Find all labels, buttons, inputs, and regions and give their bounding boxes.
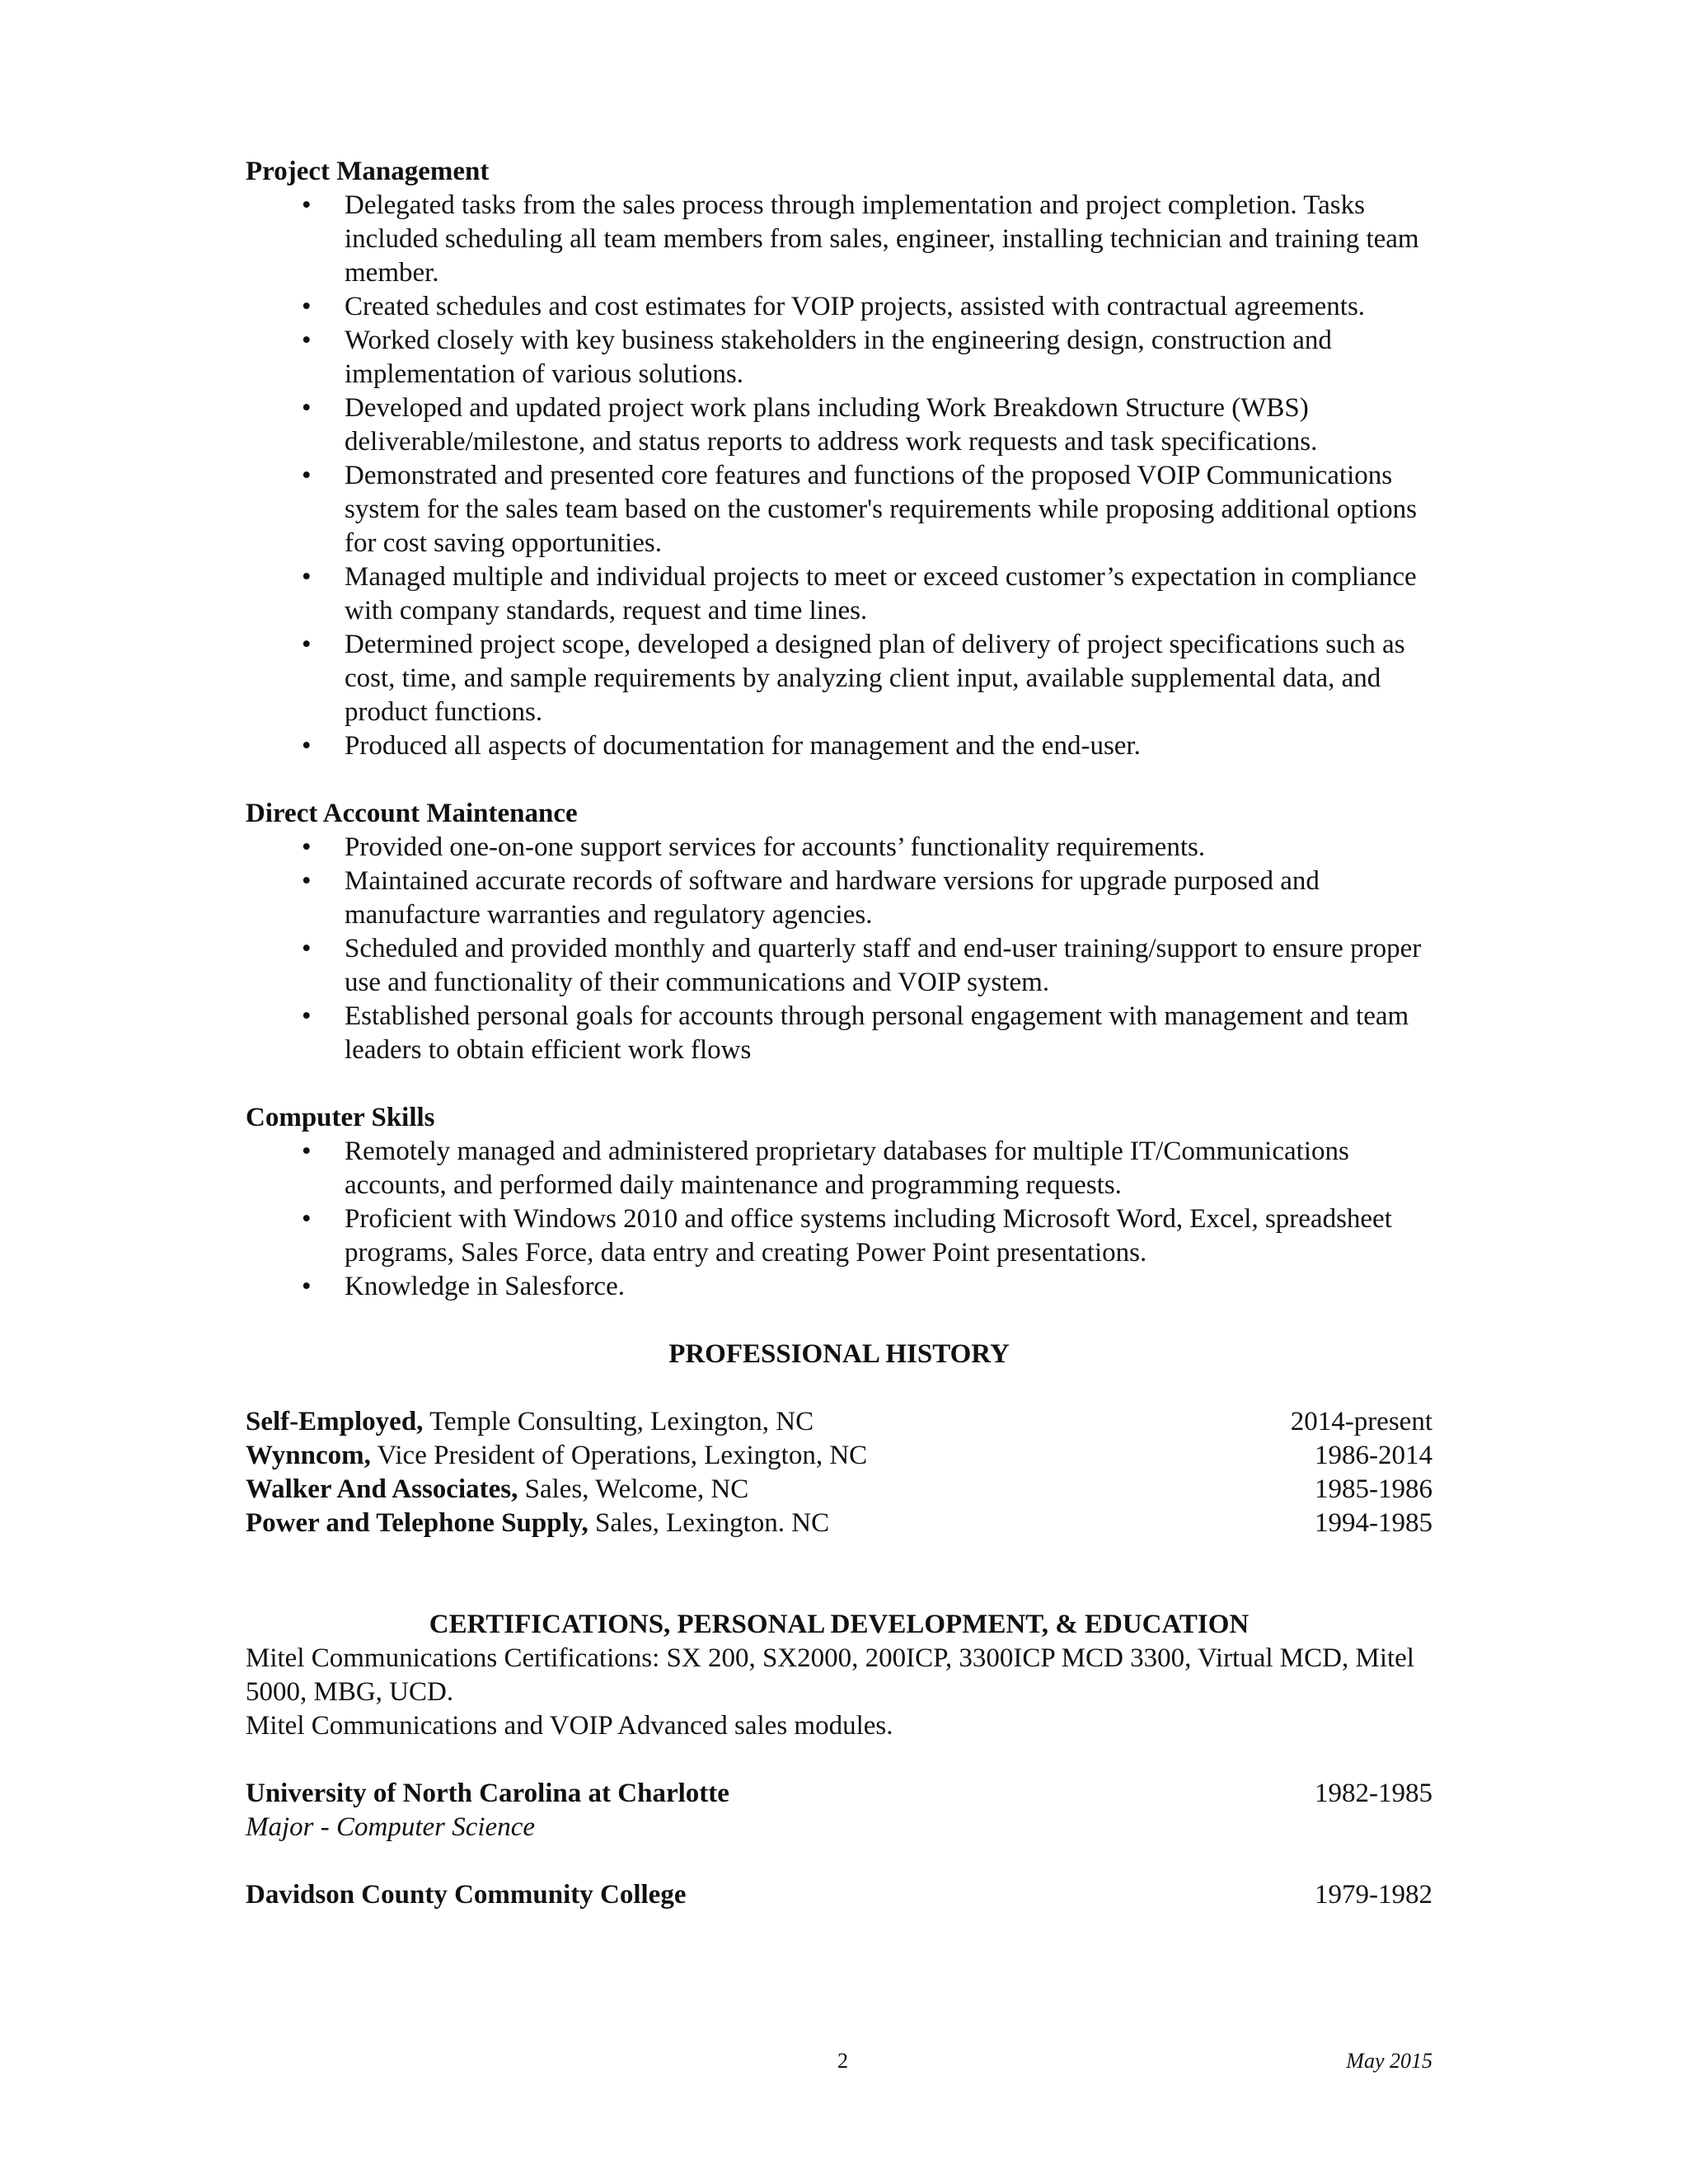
education-major: Major - Computer Science (246, 1812, 535, 1842)
education-row (246, 1878, 1432, 1912)
education-section (246, 1777, 1432, 1912)
history-entry (246, 1439, 867, 1473)
bullet-icon: • (302, 461, 312, 490)
bullet-text: Scheduled and provided monthly and quarterly staff and end-user training/support to ensure proper use and functionality of their communications and VOIP system. (345, 934, 1422, 997)
bullet-icon: • (302, 731, 312, 761)
bullet-icon: • (302, 393, 312, 423)
bullet-icon: • (302, 832, 312, 862)
employer-name: Self-Employed, (246, 1407, 424, 1436)
history-row (246, 1439, 1432, 1473)
bullet-icon: • (302, 630, 312, 659)
bullet-item (246, 1000, 1432, 1067)
bullet-item (246, 865, 1432, 932)
history-heading: PROFESSIONAL HISTORY (668, 1339, 1010, 1369)
resume-content (246, 155, 1432, 1912)
history-entry (246, 1473, 748, 1507)
bullet-icon: • (302, 292, 312, 321)
bullet-item (246, 1202, 1432, 1270)
footer-date: May 2015 (1346, 2049, 1432, 2073)
bullet-text: Managed multiple and individual projects to meet or exceed customer’s expectation in compliance with company standards, request and time lines. (345, 562, 1417, 626)
section-heading: Direct Account Maintenance (246, 799, 578, 828)
bullet-text: Created schedules and cost estimates for VOIP projects, assisted with contractual agreements. (345, 292, 1366, 321)
bullet-item (246, 932, 1432, 1000)
certifications-line: Mitel Communications Certifications: SX 200, SX2000, 200ICP, 3300ICP MCD 3300, Virtual MCD, Mitel 5000, MBG, UCD. (246, 1643, 1414, 1707)
employer-detail: Sales, Lexington. NC (588, 1508, 830, 1538)
bullet-icon: • (302, 866, 312, 896)
bullet-icon: • (302, 562, 312, 592)
certifications-heading: CERTIFICATIONS, PERSONAL DEVELOPMENT, & EDUCATION (429, 1610, 1250, 1639)
bullet-item (246, 831, 1432, 865)
history-row (246, 1507, 1432, 1540)
bullet-text: Provided one-on-one support services for accounts’ functionality requirements. (345, 832, 1206, 862)
bullet-text: Developed and updated project work plans including Work Breakdown Structure (WBS) deliverable/milestone, and status reports to address work requests and task specifications. (345, 393, 1318, 457)
history-entry (246, 1405, 814, 1439)
history-entry (246, 1507, 829, 1540)
bullet-item (246, 1135, 1432, 1202)
bullet-item (246, 391, 1432, 459)
bullet-text: Determined project scope, developed a designed plan of delivery of project specifications such as cost, time, and sample requirements by analyzing client input, available supplemental data, and product functions. (345, 630, 1405, 727)
history-row (246, 1473, 1432, 1507)
professional-history-section (246, 1338, 1432, 1540)
bullet-item (246, 459, 1432, 560)
project-management-section (246, 155, 1432, 763)
employer-detail: Vice President of Operations, Lexington, NC (370, 1441, 868, 1470)
history-row (246, 1405, 1432, 1439)
bullet-icon: • (302, 1204, 312, 1234)
bullet-icon: • (302, 1272, 312, 1301)
bullet-item (246, 290, 1432, 324)
bullet-text: Delegated tasks from the sales process through implementation and project completion. Tasks included scheduling all team members from sales, engineer, installing technician and training team member. (345, 190, 1419, 288)
bullet-list (246, 189, 1432, 763)
bullet-item (246, 1270, 1432, 1304)
bullet-item (246, 560, 1432, 628)
school-name: Davidson County Community College (246, 1880, 687, 1910)
bullet-item (246, 189, 1432, 290)
education-row (246, 1777, 1432, 1811)
history-years: 2014-present (1290, 1407, 1432, 1436)
bullet-icon: • (302, 934, 312, 963)
history-years: 1994-1985 (1315, 1508, 1432, 1538)
bullet-text: Proficient with Windows 2010 and office systems including Microsoft Word, Excel, spreadsheet programs, Sales Force, data entry and creating Power Point presentations. (345, 1204, 1392, 1268)
bullet-text: Established personal goals for accounts through personal engagement with management and team leaders to obtain efficient work flows (345, 1001, 1409, 1065)
employer-detail: Sales, Welcome, NC (518, 1474, 749, 1504)
direct-account-maintenance-section (246, 797, 1432, 1067)
page-number: 2 (837, 2049, 848, 2073)
school-name: University of North Carolina at Charlotte (246, 1779, 729, 1808)
education-years: 1979-1982 (1315, 1880, 1432, 1910)
history-years: 1986-2014 (1315, 1441, 1432, 1470)
computer-skills-section (246, 1101, 1432, 1304)
bullet-icon: • (302, 1001, 312, 1031)
section-heading: Computer Skills (246, 1103, 435, 1132)
bullet-icon: • (302, 326, 312, 355)
bullet-icon: • (302, 1137, 312, 1166)
employer-name: Walker And Associates, (246, 1474, 518, 1504)
bullet-text: Worked closely with key business stakeholders in the engineering design, construction and implementation of various solutions. (345, 326, 1332, 389)
employer-detail: Temple Consulting, Lexington, NC (423, 1407, 814, 1436)
bullet-text: Maintained accurate records of software and hardware versions for upgrade purposed and manufacture warranties and regulatory agencies. (345, 866, 1320, 930)
employer-name: Power and Telephone Supply, (246, 1508, 588, 1538)
history-years: 1985-1986 (1315, 1474, 1432, 1504)
certifications-section (246, 1608, 1432, 1743)
bullet-item (246, 628, 1432, 729)
certifications-line: Mitel Communications and VOIP Advanced sales modules. (246, 1711, 893, 1741)
section-heading: Project Management (246, 157, 490, 186)
employer-name: Wynncom, (246, 1441, 371, 1470)
education-years: 1982-1985 (1315, 1779, 1432, 1808)
bullet-text: Produced all aspects of documentation for management and the end-user. (345, 731, 1141, 761)
bullet-item (246, 324, 1432, 391)
bullet-list (246, 1135, 1432, 1304)
bullet-text: Demonstrated and presented core features and functions of the proposed VOIP Communications system for the sales team based on the customer's requirements while proposing additional options for cost saving opportunities. (345, 461, 1417, 558)
bullet-list (246, 831, 1432, 1067)
bullet-text: Remotely managed and administered proprietary databases for multiple IT/Communications accounts, and performed daily maintenance and programming requests. (345, 1137, 1349, 1200)
bullet-text: Knowledge in Salesforce. (345, 1272, 625, 1301)
bullet-item (246, 729, 1432, 763)
bullet-icon: • (302, 190, 312, 220)
